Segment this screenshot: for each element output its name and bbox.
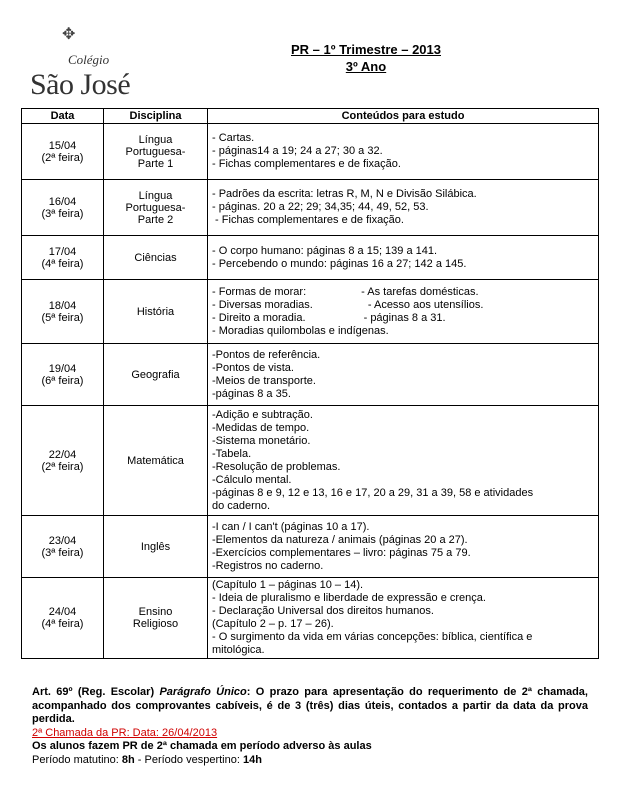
row-date: 16/04 — [48, 195, 77, 208]
row-weekday: (3ª feira) — [41, 207, 84, 220]
content-item: - Formas de morar: - As tarefas domésticas. — [212, 285, 479, 298]
row-discipline-cell — [104, 236, 208, 280]
document-subtitle: 3º Ano — [345, 59, 387, 74]
row-date: 18/04 — [48, 299, 77, 312]
content-item: - O surgimento da vida em várias concepções: bíblica, científica e — [212, 631, 533, 643]
row-discipline-cell — [104, 516, 208, 578]
adverse-period-note: Os alunos fazem PR de 2ª chamada em período adverso às aulas — [32, 740, 372, 752]
content-item: -Elementos da natureza / animais (páginas 20 a 27). — [212, 533, 468, 546]
content-item: mitológica. — [212, 644, 265, 656]
content-item: -Sistema monetário. — [212, 434, 311, 447]
row-weekday: (4ª feira) — [41, 618, 84, 630]
row-date-cell — [22, 180, 104, 236]
row-date: 17/04 — [48, 245, 77, 258]
content-item: -I can / I can't (páginas 10 a 17). — [212, 520, 370, 533]
content-item: -Tabela. — [212, 447, 252, 460]
content-item: -Exercícios complementares – livro: páginas 75 a 79. — [212, 546, 471, 559]
table-row — [22, 516, 599, 578]
content-item: - Direito a moradia. - páginas 8 a 31. — [212, 311, 446, 324]
content-item: -Resolução de problemas. — [212, 460, 341, 473]
content-item: do caderno. — [212, 499, 271, 512]
content-item: - Ideia de pluralismo e liberdade de expressão e crença. — [212, 592, 486, 604]
row-discipline-cell — [104, 180, 208, 236]
document-title: PR – 1º Trimestre – 2013 — [290, 42, 441, 57]
morning-label: Período matutino: — [32, 753, 122, 766]
row-discipline-cell — [104, 578, 208, 659]
row-weekday: (3ª feira) — [41, 546, 84, 559]
row-weekday: (2ª feira) — [41, 151, 84, 164]
row-contents-cell — [208, 516, 599, 578]
row-discipline-line: Língua — [138, 133, 173, 146]
content-item: -Pontos de vista. — [212, 361, 294, 374]
logo-main-text: São José — [30, 68, 131, 101]
content-item: - páginas14 a 19; 24 a 27; 30 a 32. — [212, 145, 383, 157]
crest-icon: ✥ — [62, 24, 76, 43]
row-discipline-cell — [104, 344, 208, 406]
row-date: 23/04 — [48, 534, 77, 547]
article-label: Art. 69º (Reg. Escolar) — [32, 686, 160, 698]
row-discipline-line: Ciências — [134, 251, 177, 264]
content-item: -Pontos de referência. — [212, 348, 321, 361]
afternoon-time: 14h — [242, 753, 262, 766]
row-date-cell — [22, 236, 104, 280]
table-row — [22, 180, 599, 236]
row-date-cell — [22, 516, 104, 578]
row-date: 19/04 — [48, 362, 77, 375]
content-item: - Cartas. — [212, 132, 255, 144]
content-item: -Meios de transporte. — [212, 374, 316, 387]
content-item: (Capítulo 2 – p. 17 – 26). — [212, 618, 334, 630]
article-paragraph-label: Parágrafo Único — [159, 686, 247, 698]
table-header-row — [22, 109, 599, 124]
row-contents-cell — [208, 124, 599, 180]
content-item: - Moradias quilombolas e indígenas. — [212, 324, 389, 337]
header-discipline: Disciplina — [104, 109, 208, 124]
row-discipline-line: Matemática — [127, 454, 184, 467]
row-contents-cell — [208, 406, 599, 516]
row-date-cell — [22, 406, 104, 516]
row-weekday: (5ª feira) — [41, 311, 84, 324]
row-discipline-cell — [104, 280, 208, 344]
regulation-article — [32, 686, 588, 727]
content-item: -páginas 8 a 35. — [212, 387, 291, 400]
content-item: - Declaração Universal dos direitos humanos. — [212, 605, 434, 617]
content-item: (Capítulo 1 – páginas 10 – 14). — [212, 579, 364, 591]
row-discipline-cell — [104, 124, 208, 180]
table-row — [22, 406, 599, 516]
content-item: - Fichas complementares e de fixação. — [212, 158, 401, 170]
table-row — [22, 578, 599, 659]
schedule-times — [32, 754, 588, 768]
row-weekday: (6ª feira) — [41, 374, 84, 387]
row-discipline-line: Língua — [138, 189, 173, 202]
row-date-cell — [22, 124, 104, 180]
row-contents-cell — [208, 344, 599, 406]
second-call-date: 2ª Chamada da PR: Data: 26/04/2013 — [32, 726, 218, 739]
content-item: - Diversas moradias. - Acesso aos utensílios. — [212, 298, 484, 311]
row-date-cell — [22, 578, 104, 659]
row-contents-cell — [208, 280, 599, 344]
content-item: - Padrões da escrita: letras R, M, N e Divisão Silábica. — [212, 188, 477, 200]
content-item: - páginas. 20 a 22; 29; 34,35; 44, 49, 52, 53. — [212, 201, 429, 213]
content-item: -Medidas de tempo. — [212, 421, 310, 434]
row-discipline-line: Parte 1 — [137, 157, 174, 170]
row-discipline-line: Geografia — [131, 368, 180, 381]
content-item: -Adição e subtração. — [212, 408, 313, 421]
row-date-cell — [22, 280, 104, 344]
content-item: -páginas 8 e 9, 12 e 13, 16 e 17, 20 a 29, 31 a 39, 58 e atividades — [212, 486, 534, 499]
afternoon-label: - Período vespertino: — [134, 753, 243, 766]
row-discipline-line: História — [136, 305, 175, 318]
row-date-cell — [22, 344, 104, 406]
document-header — [0, 42, 622, 74]
row-contents-cell — [208, 236, 599, 280]
content-item: - Fichas complementares e de fixação. — [212, 214, 404, 226]
table-row — [22, 344, 599, 406]
row-weekday: (2ª feira) — [41, 460, 84, 473]
row-weekday: (4ª feira) — [41, 257, 84, 270]
row-discipline-line: Ensino — [138, 606, 173, 618]
article-text: : O prazo para apresentação do requerimento de 2ª chamada, acompanhado dos comprovantes cabíveis, é de 3 (três) dias úteis, contados a partir da data da prova perdida. — [32, 686, 588, 725]
row-discipline-line: Parte 2 — [137, 213, 174, 226]
content-item: - Percebendo o mundo: páginas 16 a 27; 142 a 145. — [212, 257, 467, 270]
morning-time: 8h — [121, 753, 135, 766]
row-discipline-line: Inglês — [140, 540, 171, 553]
row-contents-cell — [208, 180, 599, 236]
table-row — [22, 124, 599, 180]
content-item: -Cálculo mental. — [212, 473, 292, 486]
row-date: 24/04 — [48, 606, 77, 618]
content-item: - O corpo humano: páginas 8 a 15; 139 a 141. — [212, 244, 438, 257]
row-discipline-line: Portuguesa- — [125, 201, 186, 214]
row-contents-cell — [208, 578, 599, 659]
content-item: -Registros no caderno. — [212, 559, 324, 572]
row-date: 15/04 — [48, 139, 77, 152]
notes-section — [32, 686, 588, 767]
row-date: 22/04 — [48, 448, 77, 461]
logo-top-text: Colégio — [68, 52, 110, 67]
row-discipline-cell — [104, 406, 208, 516]
study-schedule-table — [21, 108, 599, 659]
row-discipline-line: Religioso — [132, 618, 179, 630]
table-row — [22, 236, 599, 280]
header-date: Data — [22, 109, 104, 124]
header-contents: Conteúdos para estudo — [208, 109, 599, 124]
table-row — [22, 280, 599, 344]
row-discipline-line: Portuguesa- — [125, 145, 186, 158]
